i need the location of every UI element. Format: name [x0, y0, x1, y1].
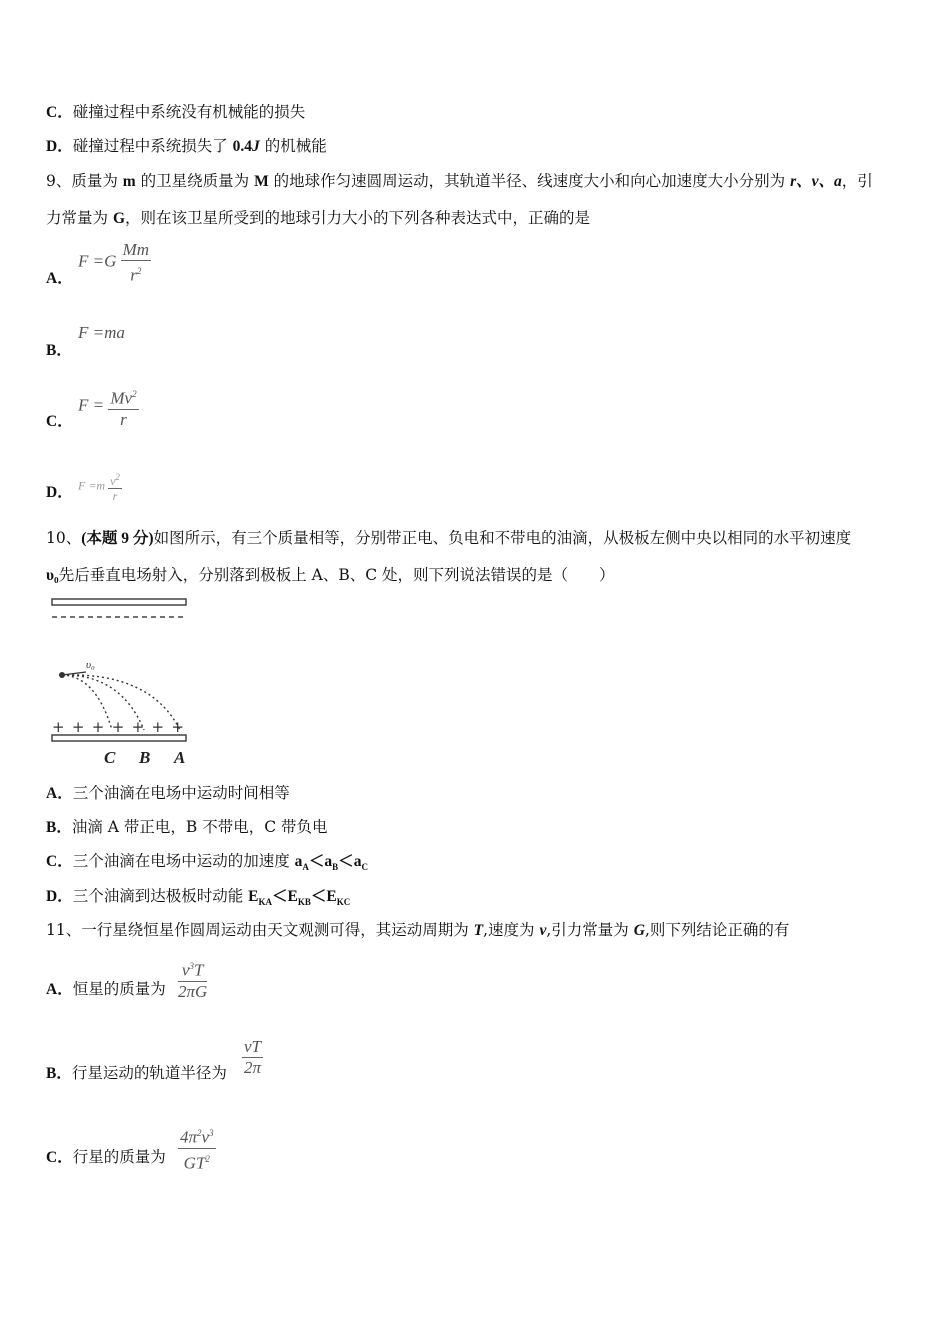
option-text: 三个油滴到达极板时动能	[72, 887, 249, 905]
option-label: A．	[46, 981, 73, 998]
q9-text-a: 9、质量为	[46, 172, 123, 190]
num-base: 4π	[180, 1127, 198, 1147]
option-text: 恒星的质量为	[72, 980, 166, 998]
sub-kb: KB	[297, 897, 311, 908]
num-exp: 2	[115, 472, 120, 482]
capacitor-figure	[46, 594, 196, 769]
top-plate	[52, 599, 186, 605]
sub-a: A	[302, 862, 309, 873]
num-b: v	[201, 1127, 210, 1147]
point-a: A	[174, 748, 186, 767]
option-text-c: C 带负电	[264, 818, 328, 836]
q10-option-d	[46, 886, 350, 912]
lt-2: ＜	[338, 853, 354, 870]
q9-text-f: ，则在该卫星所受到的地球引力大小的下列各种表达式中，正确的是	[125, 209, 591, 227]
num-exp: 2	[197, 1128, 202, 1138]
q9-stem-line2	[46, 208, 590, 229]
option-label: B．	[46, 1065, 72, 1082]
q11-text-a: 11、一行星绕恒星作圆周运动由天文观测可得，其运动周期为	[46, 921, 474, 939]
accel-expr	[294, 853, 368, 873]
q11-option-c	[46, 1147, 166, 1168]
a-sym: a	[294, 853, 303, 870]
plus-charges: + + + + + + +	[52, 718, 184, 736]
option-label: D．	[46, 138, 73, 155]
q9-stem-line1	[46, 171, 873, 192]
denominator	[178, 1149, 216, 1174]
formula-lhs: F =G	[78, 251, 117, 271]
q11-var-v: v	[539, 922, 547, 939]
num-base: Mv	[110, 388, 133, 408]
den-exp: 2	[205, 1153, 210, 1164]
option-text: 行星运动的轨道半径为	[71, 1064, 227, 1082]
fraction	[108, 470, 122, 503]
q10-score: (本题 9 分)	[81, 530, 154, 547]
num-base: v	[110, 474, 116, 488]
point-c: C	[104, 748, 116, 767]
numerator: Mm	[122, 240, 150, 259]
fraction	[178, 1123, 216, 1173]
numerator	[178, 1123, 216, 1149]
option-text-b: 的机械能	[259, 137, 327, 155]
num-exp2: 3	[209, 1128, 214, 1138]
q9-option-c-formula	[78, 384, 139, 430]
option-label: D．	[46, 484, 73, 501]
q9-option-b-label	[46, 340, 72, 361]
q11-option-b-formula	[242, 1037, 263, 1078]
numerator: vT	[244, 1037, 261, 1056]
q9-text-c: 的地球作匀速圆周运动，其轨道半径、线速度大小和向心加速度大小分别为	[268, 172, 791, 190]
denominator: 2π	[243, 1058, 262, 1077]
option-label: D．	[46, 888, 73, 905]
numerator	[108, 384, 138, 410]
q9-text-d: ，引	[841, 172, 873, 190]
v0-label: υ₀	[86, 659, 95, 671]
q10-stem-line2	[46, 565, 615, 586]
option-text: 碰撞过程中系统没有机械能的损失	[72, 103, 306, 121]
option-value: 0.4	[232, 138, 253, 155]
num-b: T	[193, 960, 204, 980]
lt-1: ＜	[271, 888, 288, 905]
option-unit: J	[252, 138, 260, 155]
fraction	[108, 384, 138, 430]
q10-text-a: 10、	[46, 529, 82, 547]
option-text: 三个油滴在电场中运动的加速度	[72, 852, 295, 870]
option-text-a: 油滴 A 带正电，	[71, 818, 186, 836]
q10-option-c	[46, 851, 368, 877]
q10-option-a	[46, 783, 290, 804]
option-text-a: 碰撞过程中系统损失了	[72, 137, 233, 155]
numerator	[178, 956, 207, 982]
denominator: 2πG	[178, 981, 208, 1001]
num-exp: 2	[132, 389, 137, 399]
q9-option-d-formula	[78, 470, 122, 503]
sub-kc: KC	[336, 897, 351, 908]
q9-var-M: M	[254, 173, 269, 190]
q11-stem	[46, 920, 789, 941]
e-sym: E	[287, 888, 298, 905]
option-text-b: B 不带电，	[185, 818, 265, 836]
q10-option-b	[46, 817, 328, 838]
denominator: r	[112, 489, 118, 503]
sub-c: C	[361, 862, 368, 873]
e-sym: E	[248, 888, 259, 905]
q10-text-c: 先后垂直电场射入，分别落到极板上 A、B、C 处，则下列说法错误的是（ ）	[58, 566, 615, 584]
den-base: GT	[183, 1153, 206, 1173]
option-label: B．	[46, 342, 72, 359]
q11-option-b	[46, 1063, 227, 1084]
point-b: B	[139, 748, 151, 767]
lt-1: ＜	[308, 853, 325, 870]
q9-option-b-formula: F =ma	[78, 323, 125, 342]
q9-option-a-formula	[78, 240, 151, 286]
fraction	[242, 1037, 263, 1078]
option-label: C．	[46, 413, 73, 430]
fraction	[121, 240, 151, 286]
q9-var-G: G	[112, 210, 125, 227]
sub-ka: KA	[258, 897, 272, 908]
numerator	[108, 470, 122, 489]
num-base: v	[181, 960, 190, 980]
q8-option-c	[46, 102, 305, 123]
lt-2: ＜	[310, 888, 327, 905]
option-label: C．	[46, 1149, 73, 1166]
energy-expr	[248, 888, 351, 908]
q9-vars: r、v、a	[790, 173, 842, 190]
denominator	[121, 261, 151, 286]
q9-option-c-label	[46, 411, 73, 432]
a-sym: a	[324, 853, 333, 870]
option-label: A．	[46, 270, 73, 287]
q9-option-d-label	[46, 482, 73, 503]
q9-option-a-label	[46, 268, 73, 289]
q9-text-e: 力常量为	[46, 209, 113, 227]
formula-lhs: F =	[78, 395, 105, 415]
den-exp: 2	[136, 266, 142, 276]
fraction	[178, 956, 207, 1002]
q11-text-d: ,则下列结论正确的有	[644, 921, 790, 939]
option-label: C．	[46, 104, 73, 121]
option-text: 行星的质量为	[72, 1148, 166, 1166]
num-exp: 3	[189, 961, 194, 971]
option-label: B．	[46, 819, 72, 836]
option-text: 三个油滴在电场中运动时间相等	[72, 784, 290, 802]
option-label: A．	[46, 785, 73, 802]
q9-text-b: 的卫星绕质量为	[135, 172, 255, 190]
q10-stem-line1	[46, 528, 851, 549]
q11-var-G: G	[633, 922, 645, 939]
denominator: r	[120, 409, 127, 429]
q11-option-c-formula	[178, 1123, 216, 1173]
option-label: C．	[46, 853, 73, 870]
q11-var-T: T	[473, 922, 484, 939]
q11-option-a-formula	[178, 956, 207, 1002]
q10-text-b: 如图所示，有三个质量相等，分别带正电、负电和不带电的油滴，从极板左侧中央以相同的水平初速度	[153, 529, 852, 547]
sub-b: B	[332, 862, 339, 873]
q11-text-b: ,速度为	[483, 921, 540, 939]
q11-text-c: ,引力常量为	[546, 921, 634, 939]
e-sym: E	[326, 888, 337, 905]
q10-v0: υ₀	[46, 567, 59, 584]
formula-lhs: F =m	[78, 478, 106, 493]
q8-option-d	[46, 136, 327, 157]
q9-var-m: m	[122, 173, 136, 190]
den-base: r	[130, 265, 137, 285]
q11-option-a	[46, 979, 166, 1000]
a-sym: a	[353, 853, 362, 870]
